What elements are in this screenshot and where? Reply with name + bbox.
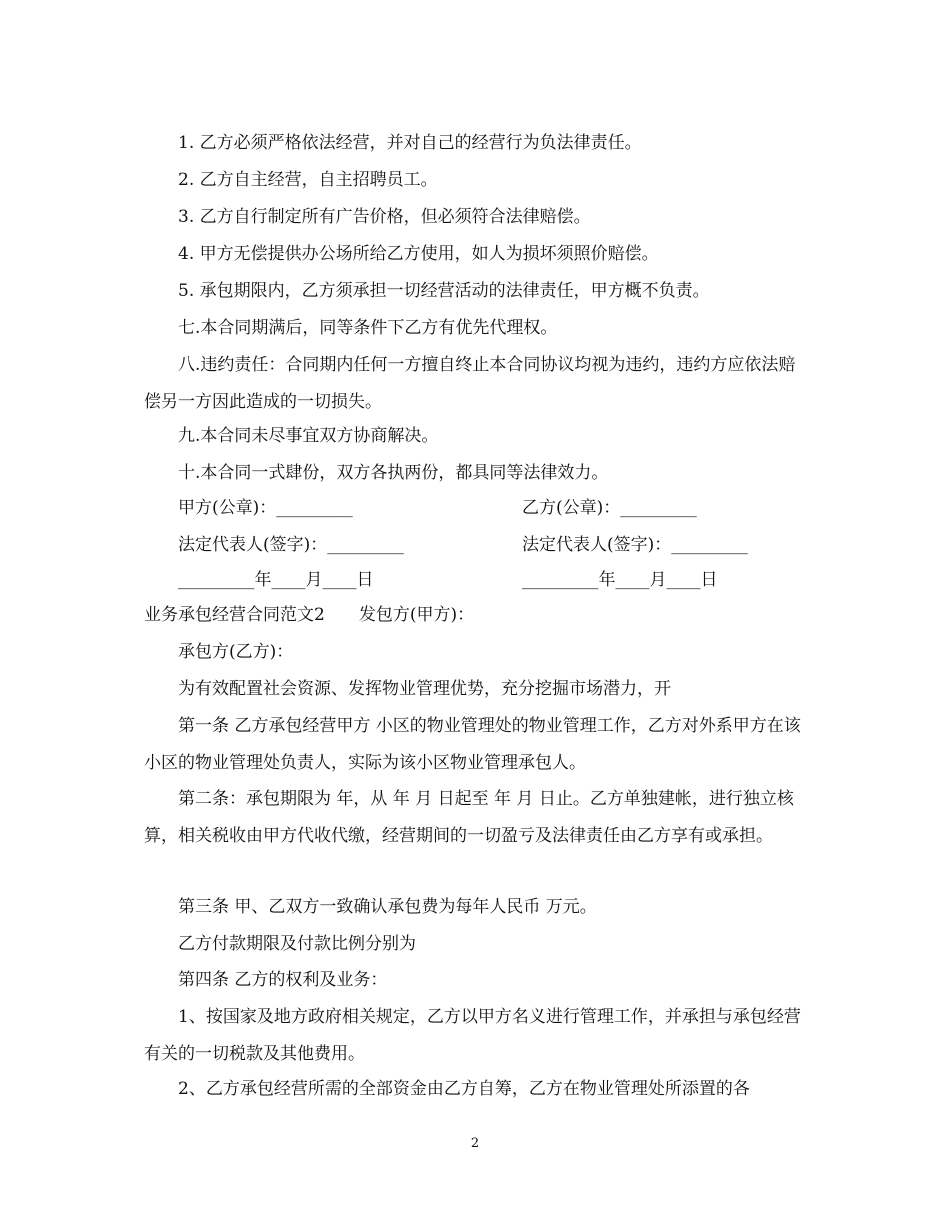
clause-4: 4. 甲方无偿提供办公场所给乙方使用，如人为损坏须照价赔偿。 xyxy=(178,244,659,264)
payment-terms: 乙方付款期限及付款比例分别为 xyxy=(178,934,416,954)
party-a-representative: 法定代表人(签字)：_________ xyxy=(178,535,404,555)
party-b-date: _________年____月____日 xyxy=(522,570,718,590)
article-4-item-1: 1、按国家及地方政府相关规定，乙方以甲方名义进行管理工作，并承担与承包经营有关的一切税款及其他费用。 xyxy=(144,1007,801,1064)
article-4: 第四条 乙方的权利及业务： xyxy=(178,970,388,990)
party-b-seal: 乙方(公章)：_________ xyxy=(522,498,697,518)
party-a-seal: 甲方(公章)：_________ xyxy=(178,498,353,518)
contractor-line: 承包方(乙方)： xyxy=(178,642,294,662)
article-3: 第三条 甲、乙双方一致确认承包费为每年人民币 万元。 xyxy=(178,897,597,917)
article-1: 第一条 乙方承包经营甲方 小区的物业管理处的物业管理工作，乙方对外系甲方在该小区的物业管理处负责人，实际为该小区物业管理承包人。 xyxy=(144,716,801,773)
preamble: 为有效配置社会资源、发挥物业管理优势，充分挖掘市场潜力，开 xyxy=(178,679,671,699)
party-a-date: _________年____月____日 xyxy=(178,570,374,590)
article-8: 八.违约责任：合同期内任何一方擅自终止本合同协议均视为违约，违约方应依法赔偿另一方因此造成的一切损失。 xyxy=(144,355,796,412)
section-2-title: 业务承包经营合同范文2 发包方(甲方)： xyxy=(144,605,475,625)
page-number: 2 xyxy=(470,1136,480,1151)
article-9: 九.本合同未尽事宜双方协商解决。 xyxy=(178,426,439,446)
clause-5: 5. 承包期限内，乙方须承担一切经营活动的法律责任，甲方概不负责。 xyxy=(178,281,710,301)
clause-3: 3. 乙方自行制定所有广告价格，但必须符合法律赔偿。 xyxy=(178,207,591,227)
clause-2: 2. 乙方自主经营，自主招聘员工。 xyxy=(178,170,438,190)
article-2: 第二条：承包期限为 年，从 年 月 日起至 年 月 日止。乙方单独建帐，进行独立核算，相关税收由甲方代收代缴，经营期间的一切盈亏及法律责任由乙方享有或承担。 xyxy=(144,789,794,846)
party-b-representative: 法定代表人(签字)：_________ xyxy=(522,535,748,555)
clause-1: 1. 乙方必须严格依法经营，并对自己的经营行为负法律责任。 xyxy=(178,133,642,153)
article-7: 七.本合同期满后，同等条件下乙方有优先代理权。 xyxy=(178,318,558,338)
article-4-item-2: 2、乙方承包经营所需的全部资金由乙方自筹，乙方在物业管理处所添置的各 xyxy=(178,1079,750,1099)
article-10: 十.本合同一式肆份，双方各执两份，都具同等法律效力。 xyxy=(178,463,609,483)
